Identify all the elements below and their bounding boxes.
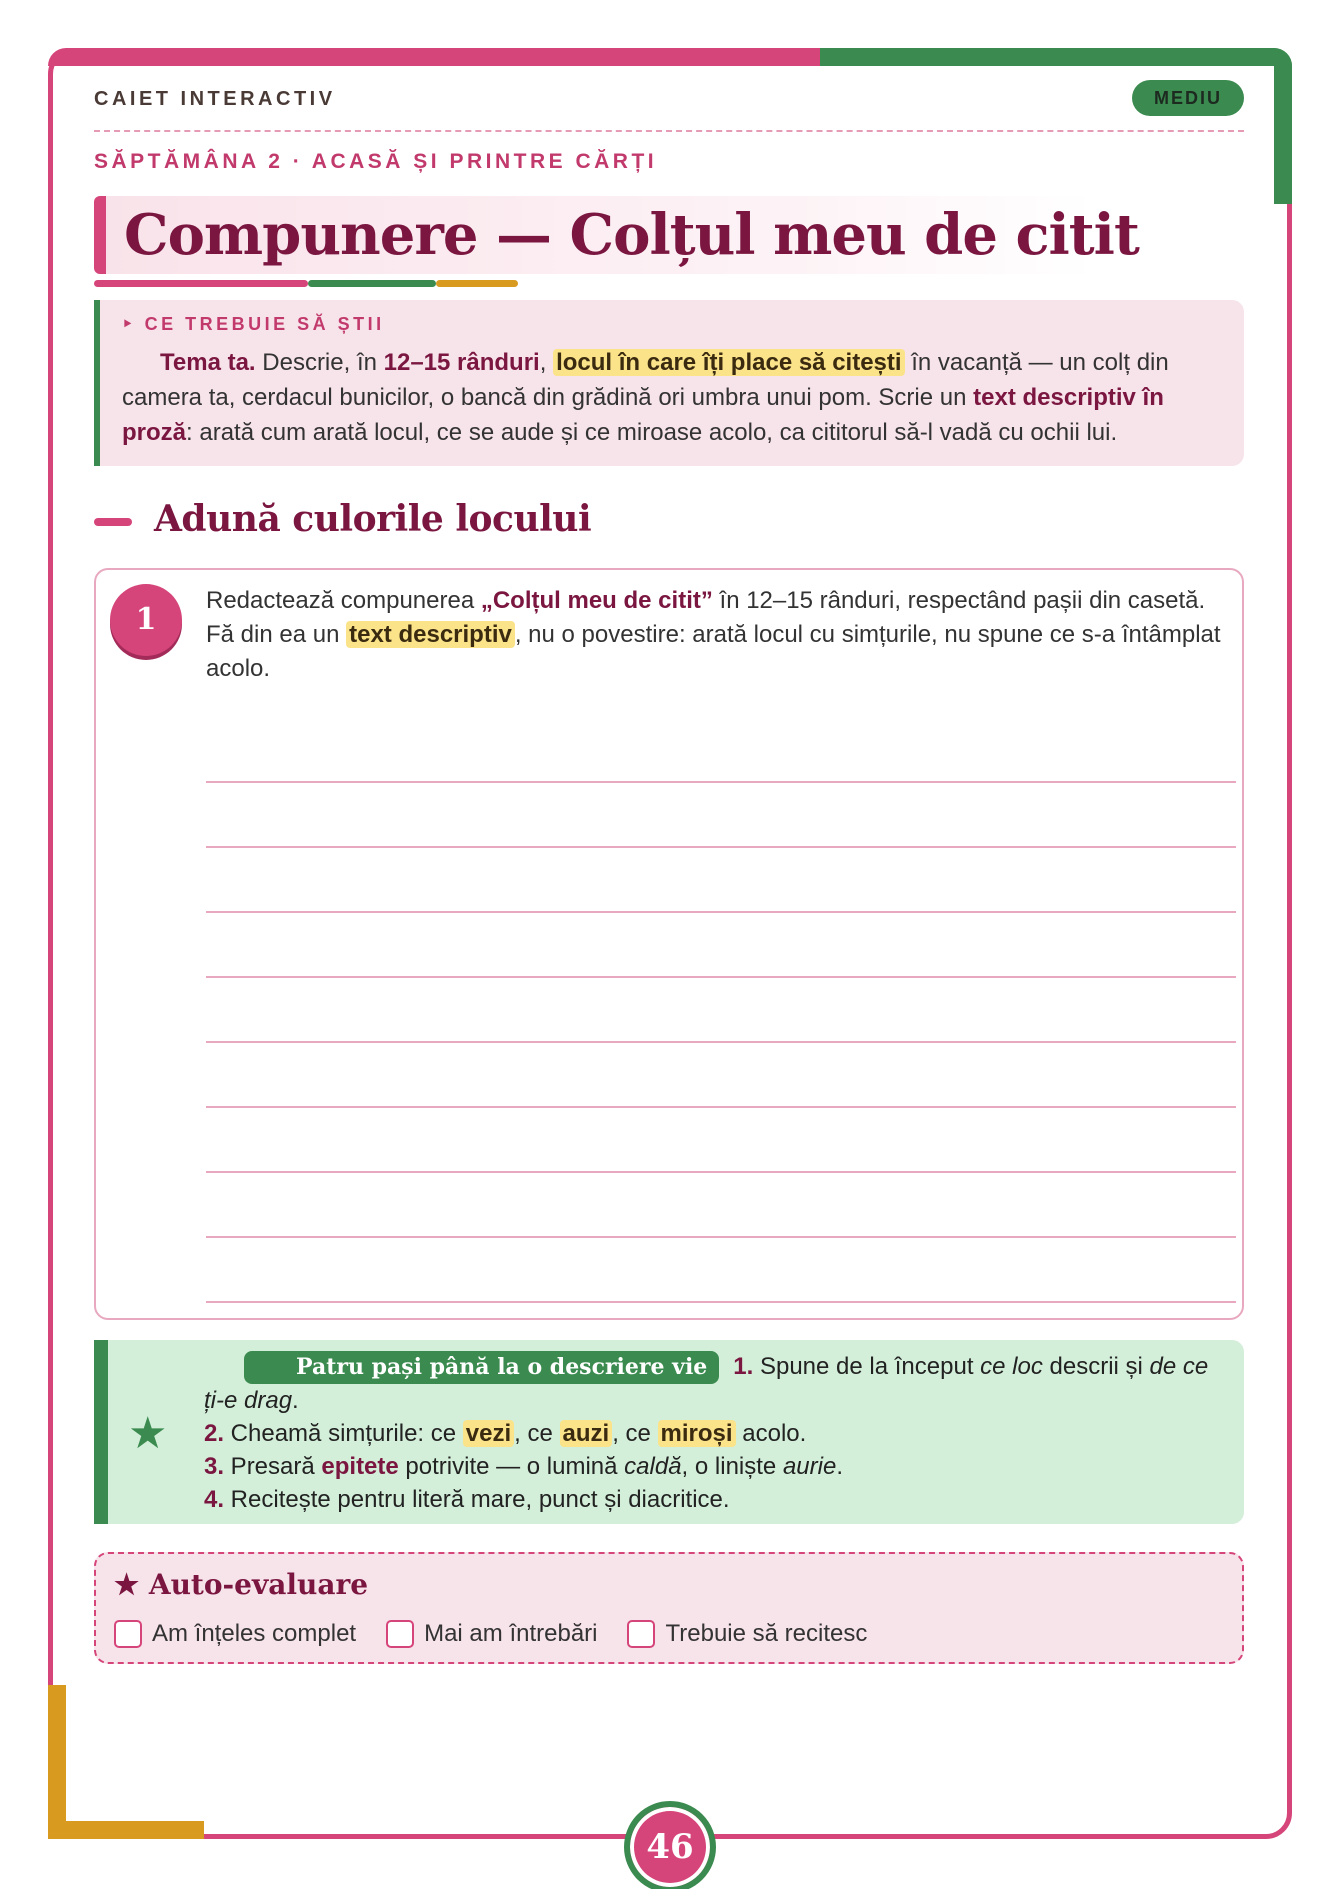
step-text: descrii și bbox=[1042, 1353, 1150, 1380]
option-label: Mai am întrebări bbox=[424, 1620, 598, 1647]
underline-gold bbox=[436, 280, 518, 287]
title-underline bbox=[94, 280, 518, 287]
option-understood[interactable] bbox=[114, 1620, 356, 1648]
checkbox[interactable] bbox=[114, 1620, 142, 1648]
brand-label: CAIET INTERACTIV bbox=[94, 88, 336, 110]
step-text-em: caldă bbox=[624, 1453, 682, 1480]
exercise-card bbox=[94, 568, 1244, 1320]
step-text: Cheamă simțurile: ce bbox=[224, 1420, 463, 1447]
writing-line[interactable] bbox=[206, 913, 1236, 978]
level-badge: MEDIU bbox=[1132, 80, 1244, 116]
step-number: 1. bbox=[733, 1353, 754, 1380]
checkbox[interactable] bbox=[386, 1620, 414, 1648]
info-text-part: , bbox=[539, 349, 554, 376]
frame-accent-top-pink bbox=[48, 48, 820, 66]
page-title: Compunere — Colțul meu de citit bbox=[124, 202, 1139, 268]
step-number: 4. bbox=[204, 1486, 225, 1513]
step-highlight: miroși bbox=[658, 1420, 736, 1447]
tip-step-1 bbox=[204, 1350, 1214, 1417]
section-dash bbox=[94, 518, 132, 526]
tip-step-2 bbox=[204, 1417, 1214, 1450]
step-text: Presară bbox=[224, 1453, 322, 1480]
info-highlight: locul în care îți place să citești bbox=[553, 349, 904, 376]
exercise-title-quote: „Colțul meu de citit” bbox=[480, 587, 713, 614]
tip-step-3 bbox=[204, 1450, 1214, 1483]
step-highlight: auzi bbox=[560, 1420, 613, 1447]
step-text: , ce bbox=[612, 1420, 658, 1447]
info-text bbox=[122, 345, 1220, 450]
tip-step-4 bbox=[204, 1483, 1214, 1516]
step-number: 2. bbox=[204, 1420, 225, 1447]
writing-lines[interactable] bbox=[206, 718, 1236, 1303]
star-icon: ★ bbox=[128, 1409, 168, 1458]
exercise-highlight: text descriptiv bbox=[346, 621, 515, 648]
frame-accent-bottom-left bbox=[48, 1685, 66, 1839]
info-text-part: : arată cum arată locul, ce se aude și ce miroase acolo, ca cititorul să-l vadă cu ochii lui. bbox=[186, 419, 1118, 446]
worksheet-page bbox=[94, 80, 1244, 1664]
section-heading bbox=[94, 498, 1244, 544]
tips-title-pill: Patru pași până la o descriere vie bbox=[244, 1351, 719, 1384]
writing-line[interactable] bbox=[206, 1173, 1236, 1238]
step-highlight: vezi bbox=[463, 1420, 514, 1447]
exercise-text-part: în 12–15 rânduri, respectând pașii din casetă. Fă din ea un bbox=[206, 587, 1206, 648]
step-text: Recitește pentru literă mare, punct și diacritice. bbox=[224, 1486, 730, 1513]
step-text-em: aurie bbox=[782, 1453, 837, 1480]
step-text-em: ce loc bbox=[980, 1353, 1043, 1380]
option-label: Am înțeles complet bbox=[152, 1620, 357, 1647]
info-lead: Tema ta. bbox=[160, 349, 256, 376]
self-evaluation-title: ★ Auto-evaluare bbox=[114, 1568, 369, 1601]
writing-line[interactable] bbox=[206, 848, 1236, 913]
option-reread[interactable] bbox=[627, 1620, 867, 1648]
exercise-text-part: , nu o povestire: arată locul cu simțurile, nu spune ce s-a întâmplat acolo. bbox=[206, 621, 1221, 682]
tips-box bbox=[94, 1340, 1244, 1524]
checkbox[interactable] bbox=[627, 1620, 655, 1648]
tips-text bbox=[204, 1350, 1214, 1516]
frame-accent-bottom bbox=[48, 1821, 204, 1839]
writing-line[interactable] bbox=[206, 1108, 1236, 1173]
step-text: potrivite — o lumină bbox=[398, 1453, 625, 1480]
info-text-part: Descrie, în bbox=[255, 349, 384, 376]
step-number: 3. bbox=[204, 1453, 225, 1480]
page-header bbox=[94, 80, 1244, 132]
writing-line[interactable] bbox=[206, 978, 1236, 1043]
option-label: Trebuie să recitesc bbox=[665, 1620, 868, 1647]
writing-line[interactable] bbox=[206, 1238, 1236, 1303]
step-text: Spune de la început bbox=[753, 1353, 981, 1380]
week-label: SĂPTĂMÂNA 2 · ACASĂ ȘI PRINTRE CĂRȚI bbox=[94, 150, 658, 173]
underline-pink bbox=[94, 280, 308, 287]
info-text-type: text descriptiv în proză bbox=[122, 384, 1164, 446]
step-text-bold: epitete bbox=[321, 1453, 399, 1480]
exercise-text-part: Redactează compunerea bbox=[206, 587, 481, 614]
writing-line[interactable] bbox=[206, 783, 1236, 848]
info-label-text: CE TREBUIE SĂ ȘTII bbox=[144, 314, 385, 334]
exercise-instructions bbox=[206, 584, 1236, 686]
info-text-part: în vacanță — un colț din camera ta, cerdacul bunicilor, o bancă din grădină ori umbra unui pom. Scrie un bbox=[122, 349, 1169, 411]
step-text-em: de ce ți-e drag bbox=[204, 1353, 1209, 1414]
info-label: ‣ CE TREBUIE SĂ ȘTII bbox=[122, 314, 385, 334]
option-questions[interactable] bbox=[386, 1620, 597, 1648]
info-line-count: 12–15 rânduri bbox=[383, 349, 540, 376]
self-evaluation-box bbox=[94, 1552, 1244, 1664]
step-text: . bbox=[836, 1453, 843, 1480]
info-box bbox=[94, 300, 1244, 466]
section-title: Adună culorile locului bbox=[154, 498, 592, 540]
exercise-number: 1 bbox=[110, 584, 182, 656]
frame-accent-top-green bbox=[820, 48, 1292, 66]
title-block bbox=[94, 196, 1244, 290]
underline-green bbox=[308, 280, 436, 287]
step-text: , o liniște bbox=[681, 1453, 783, 1480]
writing-line[interactable] bbox=[206, 1043, 1236, 1108]
frame-accent-right-green bbox=[1274, 48, 1292, 204]
step-text: , ce bbox=[514, 1420, 560, 1447]
writing-line[interactable] bbox=[206, 718, 1236, 783]
self-evaluation-options bbox=[114, 1620, 867, 1648]
step-text: acolo. bbox=[735, 1420, 807, 1447]
page-number: 46 bbox=[624, 1801, 716, 1889]
step-text: . bbox=[292, 1387, 299, 1414]
